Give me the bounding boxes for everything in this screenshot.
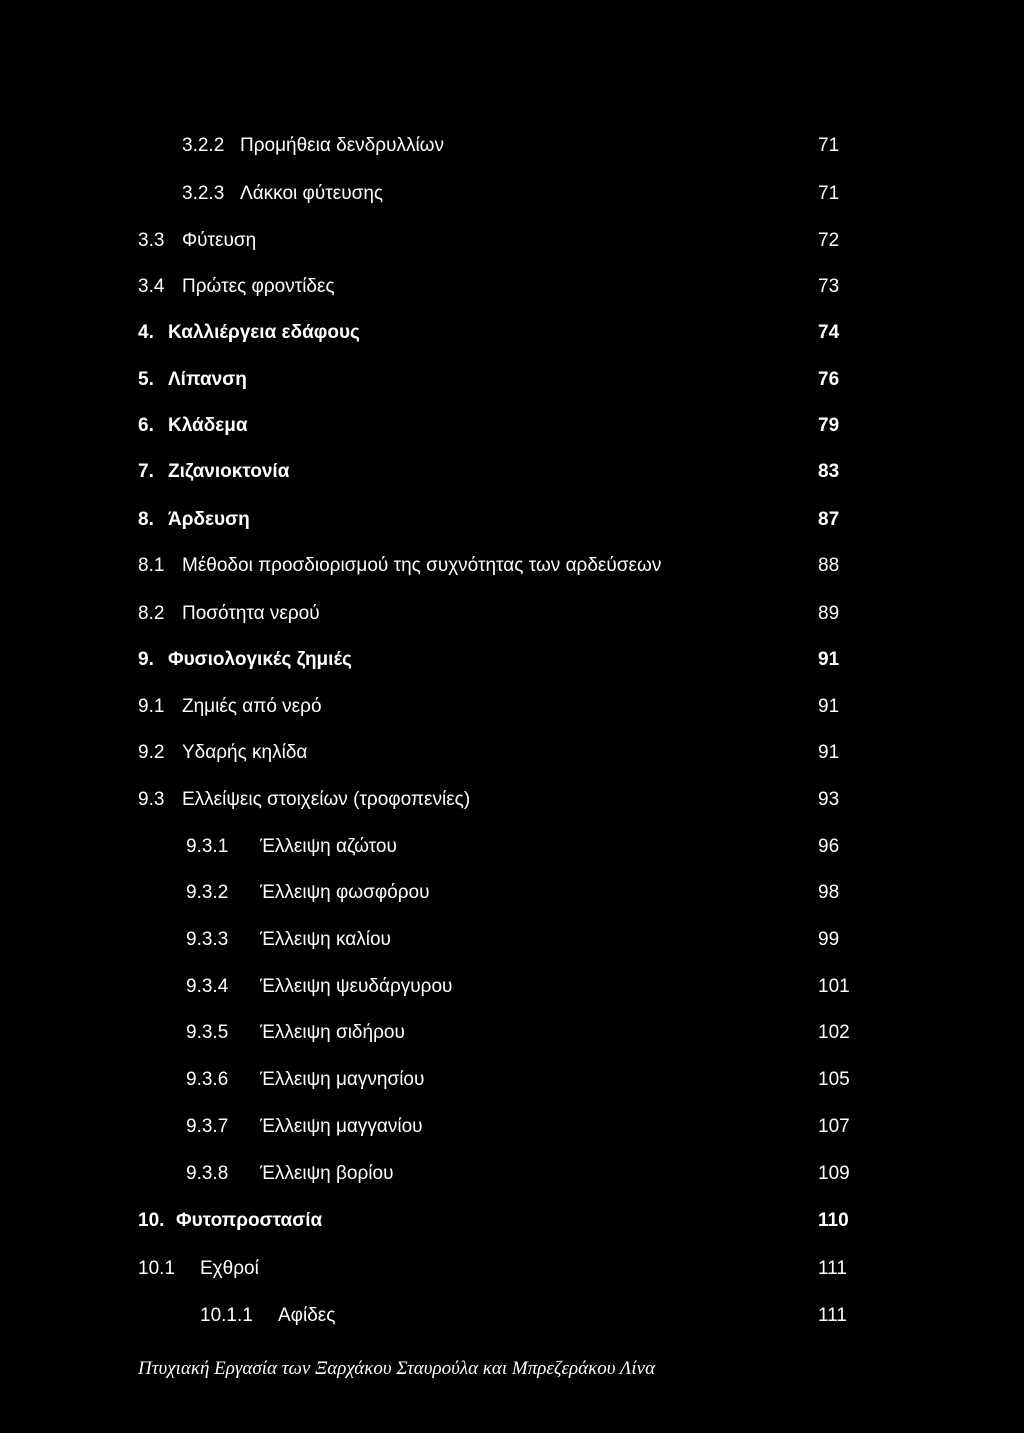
- toc-entry-title: Άρδευση: [168, 509, 250, 530]
- page-footer: Πτυχιακή Εργασία των Ξαρχάκου Σταυρούλα και Μπρεζεράκου Λίνα: [138, 1358, 656, 1379]
- toc-entry-title: Έλλειψη σιδήρου: [260, 1022, 405, 1043]
- toc-entry-number: 9.3: [138, 789, 165, 810]
- toc-entry-page: 102: [818, 1022, 850, 1043]
- toc-entry-title: Αφίδες: [278, 1305, 336, 1326]
- toc-entry-number: 3.3: [138, 230, 165, 251]
- toc-entry-title: Κλάδεμα: [168, 415, 248, 436]
- toc-entry-page: 88: [818, 555, 840, 576]
- toc-entry-page: 89: [818, 603, 840, 624]
- toc-entry-title: Μέθοδοι προσδιορισμού της συχνότητας των αρδεύσεων: [182, 555, 662, 576]
- toc-entry: [0, 878, 1024, 908]
- toc-entry-title: Ζιζανιοκτονία: [168, 461, 290, 482]
- toc-entry: [0, 1112, 1024, 1142]
- toc-entry-title: Ελλείψεις στοιχείων (τροφοπενίες): [182, 789, 471, 810]
- toc-entry-number: 10.: [138, 1210, 165, 1231]
- toc-entry-number: 9.: [138, 649, 154, 670]
- toc-entry-page: 96: [818, 836, 840, 857]
- toc-entry-page: 99: [818, 929, 840, 950]
- toc-entry-page: 74: [818, 322, 840, 343]
- toc-entry-page: 71: [818, 183, 840, 204]
- toc-entry-page: 93: [818, 789, 840, 810]
- toc-entry-number: 3.2.3: [182, 183, 225, 204]
- toc-entry-page: 111: [818, 1305, 847, 1326]
- toc-entry-page: 91: [818, 696, 840, 717]
- toc-entry-title: Λίπανση: [168, 369, 247, 390]
- toc-entry: [0, 272, 1024, 302]
- toc-entry: [0, 179, 1024, 209]
- toc-entry: [0, 645, 1024, 675]
- toc-entry: [0, 1018, 1024, 1048]
- toc-entry-page: 105: [818, 1069, 850, 1090]
- toc-entry: [0, 318, 1024, 348]
- toc-entry: [0, 365, 1024, 395]
- toc-entry-title: Καλλιέργεια εδάφους: [168, 322, 360, 343]
- toc-entry: [0, 226, 1024, 256]
- toc-entry-page: 111: [818, 1258, 847, 1279]
- toc-entry: [0, 599, 1024, 629]
- toc-entry-number: 9.3.3: [186, 929, 229, 950]
- toc-entry-title: Πρώτες φροντίδες: [182, 276, 335, 297]
- toc-entry-page: 87: [818, 509, 840, 530]
- toc-entry: [0, 505, 1024, 535]
- toc-entry: [0, 411, 1024, 441]
- toc-entry-number: 9.1: [138, 696, 165, 717]
- toc-entry-page: 109: [818, 1163, 850, 1184]
- toc-entry: [0, 692, 1024, 722]
- toc-entry-number: 5.: [138, 369, 154, 390]
- toc-entry: [0, 1206, 1024, 1236]
- toc-entry-title: Φύτευση: [182, 230, 257, 251]
- toc-entry-number: 6.: [138, 415, 154, 436]
- toc-entry-page: 79: [818, 415, 840, 436]
- toc-entry: [0, 925, 1024, 955]
- toc-entry: [0, 785, 1024, 815]
- toc-entry-page: 91: [818, 649, 840, 670]
- toc-entry-number: 9.2: [138, 742, 165, 763]
- toc-entry-title: Λάκκοι φύτευσης: [240, 183, 384, 204]
- toc-entry: [0, 738, 1024, 768]
- toc-entry-page: 76: [818, 369, 840, 390]
- toc-entry-number: 9.3.4: [186, 976, 229, 997]
- toc-entry-page: 91: [818, 742, 840, 763]
- toc-entry-number: 9.3.1: [186, 836, 229, 857]
- toc-entry-number: 3.4: [138, 276, 165, 297]
- toc-entry-number: 8.: [138, 509, 154, 530]
- toc-entry-title: Προμήθεια δενδρυλλίων: [240, 135, 445, 156]
- toc-entry: [0, 972, 1024, 1002]
- toc-entry-number: 8.1: [138, 555, 165, 576]
- toc-entry-number: 9.3.2: [186, 882, 229, 903]
- toc-entry-number: 9.3.7: [186, 1116, 229, 1137]
- toc-entry: [0, 1159, 1024, 1189]
- toc-entry-title: Εχθροί: [200, 1258, 259, 1279]
- toc-entry-number: 4.: [138, 322, 154, 343]
- toc-entry-title: Έλλειψη καλίου: [260, 929, 391, 950]
- toc-entry-title: Φυτοπροστασία: [176, 1210, 323, 1231]
- toc-entry-number: 9.3.8: [186, 1163, 229, 1184]
- toc-entry-title: Έλλειψη ψευδάργυρου: [260, 976, 453, 997]
- toc-entry-page: 71: [818, 135, 840, 156]
- toc-entry-page: 110: [818, 1210, 849, 1231]
- toc-entry-title: Ζημιές από νερό: [182, 696, 322, 717]
- toc-entry: [0, 457, 1024, 487]
- toc-entry-number: 10.1.1: [200, 1305, 253, 1326]
- toc-entry-number: 3.2.2: [182, 135, 225, 156]
- toc-entry-title: Έλλειψη μαγγανίου: [260, 1116, 423, 1137]
- toc-entry-title: Έλλειψη φωσφόρου: [260, 882, 430, 903]
- toc-entry-number: 9.3.5: [186, 1022, 229, 1043]
- toc-entry-title: Έλλειψη βορίου: [260, 1163, 394, 1184]
- toc-entry-number: 8.2: [138, 603, 165, 624]
- toc-entry: [0, 1254, 1024, 1284]
- toc-entry-title: Υδαρής κηλίδα: [182, 742, 308, 763]
- toc-entry: [0, 1065, 1024, 1095]
- toc-entry-page: 73: [818, 276, 840, 297]
- toc-entry-page: 101: [818, 976, 850, 997]
- toc-entry-number: 9.3.6: [186, 1069, 229, 1090]
- toc-entry-page: 98: [818, 882, 840, 903]
- toc-entry-page: 72: [818, 230, 840, 251]
- toc-entry-page: 83: [818, 461, 840, 482]
- toc-entry-title: Ποσότητα νερού: [182, 603, 320, 624]
- toc-entry-title: Έλλειψη αζώτου: [260, 836, 397, 857]
- toc-entry: [0, 551, 1024, 581]
- toc-entry-title: Φυσιολογικές ζημιές: [168, 649, 352, 670]
- toc-entry-number: 10.1: [138, 1258, 175, 1279]
- toc-entry-title: Έλλειψη μαγνησίου: [260, 1069, 425, 1090]
- toc-entry: [0, 131, 1024, 161]
- toc-entry: [0, 832, 1024, 862]
- toc-entry-page: 107: [818, 1116, 850, 1137]
- toc-entry: [0, 1301, 1024, 1331]
- toc-entry-number: 7.: [138, 461, 154, 482]
